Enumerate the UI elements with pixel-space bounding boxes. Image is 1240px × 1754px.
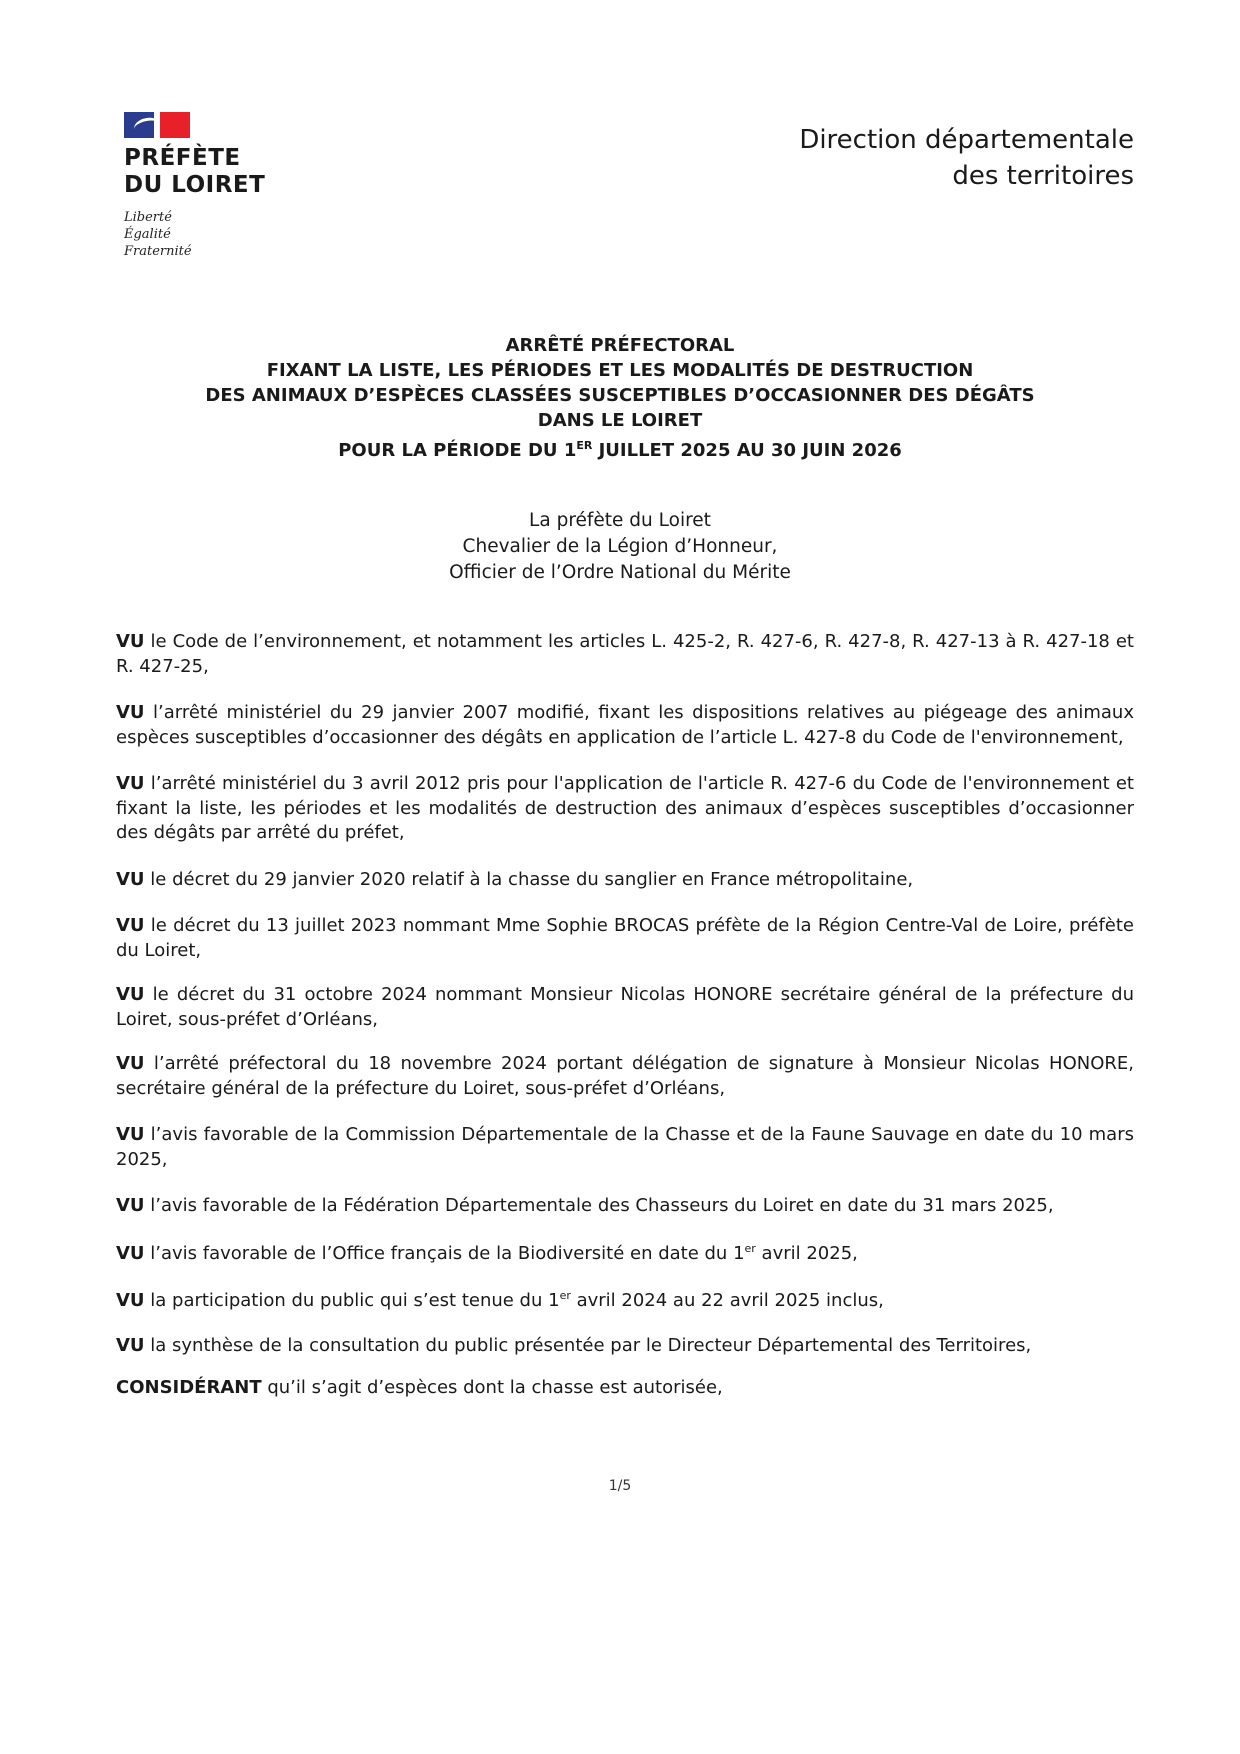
motto-fraternite: Fraternité	[124, 244, 192, 259]
recital-2: VU l’arrêté ministériel du 29 janvier 2007 modifié, fixant les dispositions relatives au piégeage des animaux espèces susceptibles d’occasionner des dégâts en application de l’article L. 427-8 du Code de l'environnement,	[116, 702, 1134, 748]
recital-5: VU le décret du 13 juillet 2023 nommant Mme Sophie BROCAS préfète de la Région Centre-Val de Loire, préfète du Loiret,	[116, 915, 1134, 961]
issuing-direction	[799, 122, 1134, 194]
logo-line-1: PRÉFÈTE	[124, 145, 241, 171]
direction-line-1: Direction départementale	[799, 125, 1134, 155]
prefect-line-2: Chevalier de la Légion d’Honneur,	[462, 536, 778, 557]
title-line-3: DES ANIMAUX D’ESPÈCES CLASSÉES SUSCEPTIBLES D’OCCASIONNER DES DÉGÂTS	[205, 385, 1035, 406]
prefect-line-1: La préfète du Loiret	[529, 510, 711, 531]
recital-4: VU le décret du 29 janvier 2020 relatif à la chasse du sanglier en France métropolitaine,	[116, 868, 914, 890]
motto-egalite: Égalité	[124, 227, 171, 242]
direction-line-2: des territoires	[952, 161, 1134, 191]
recital-1: VU le Code de l’environnement, et notamment les articles L. 425-2, R. 427-6, R. 427-8, R. 427-13 à R. 427-18 et R. 427-25,	[116, 631, 1134, 677]
recital-11: VU la participation du public qui s’est tenue du 1er avril 2024 au 22 avril 2025 inclus,	[116, 1289, 884, 1311]
prefect-line-3: Officier de l’Ordre National du Mérite	[449, 562, 791, 583]
recital-9: VU l’avis favorable de la Fédération Départementale des Chasseurs du Loiret en date du 31 mars 2025,	[116, 1195, 1054, 1216]
recital-12: VU la synthèse de la consultation du public présentée par le Directeur Départemental des Territoires,	[116, 1334, 1032, 1356]
marianne-flag-icon	[124, 112, 190, 138]
recital-3: VU l’arrêté ministériel du 3 avril 2012 pris pour l'application de l'article R. 427-6 du Code de l'environnement et fixant la liste, les périodes et les modalités de destruction des animaux d’espèces susceptibles d’occasionner des dégâts par arrêté du préfet,	[116, 773, 1134, 843]
recital-8: VU l’avis favorable de la Commission Départementale de la Chasse et de la Faune Sauvage en date du 10 mars 2025,	[116, 1124, 1134, 1170]
page-number: 1/5	[608, 1478, 632, 1494]
logo-line-2: DU LOIRET	[124, 172, 266, 198]
recital-6: VU le décret du 31 octobre 2024 nommant Monsieur Nicolas HONORE secrétaire général de la préfecture du Loiret, sous-préfet d’Orléans,	[116, 984, 1134, 1030]
considerant-1: CONSIDÉRANT qu’il s’agit d’espèces dont la chasse est autorisée,	[116, 1377, 723, 1398]
recital-10: VU l’avis favorable de l’Office français de la Biodiversité en date du 1er avril 2025,	[116, 1241, 858, 1264]
title-line-4: DANS LE LOIRET	[537, 410, 703, 431]
motto-liberte: Liberté	[124, 210, 172, 225]
title-line-2: FIXANT LA LISTE, LES PÉRIODES ET LES MODALITÉS DE DESTRUCTION	[266, 360, 974, 381]
recital-7: VU l’arrêté préfectoral du 18 novembre 2024 portant délégation de signature à Monsieur Nicolas HONORE, secrétaire général de la préfecture du Loiret, sous-préfet d’Orléans,	[116, 1053, 1134, 1099]
republic-motto	[124, 209, 192, 260]
logo-text	[124, 145, 265, 199]
document-body	[116, 630, 1134, 1401]
prefect-titles	[120, 508, 1120, 586]
title-line-5: POUR LA PÉRIODE DU 1ER JUILLET 2025 AU 30 JUIN 2026	[338, 439, 902, 461]
title-line-1: ARRÊTÉ PRÉFECTORAL	[505, 335, 735, 356]
document-title	[120, 333, 1120, 463]
